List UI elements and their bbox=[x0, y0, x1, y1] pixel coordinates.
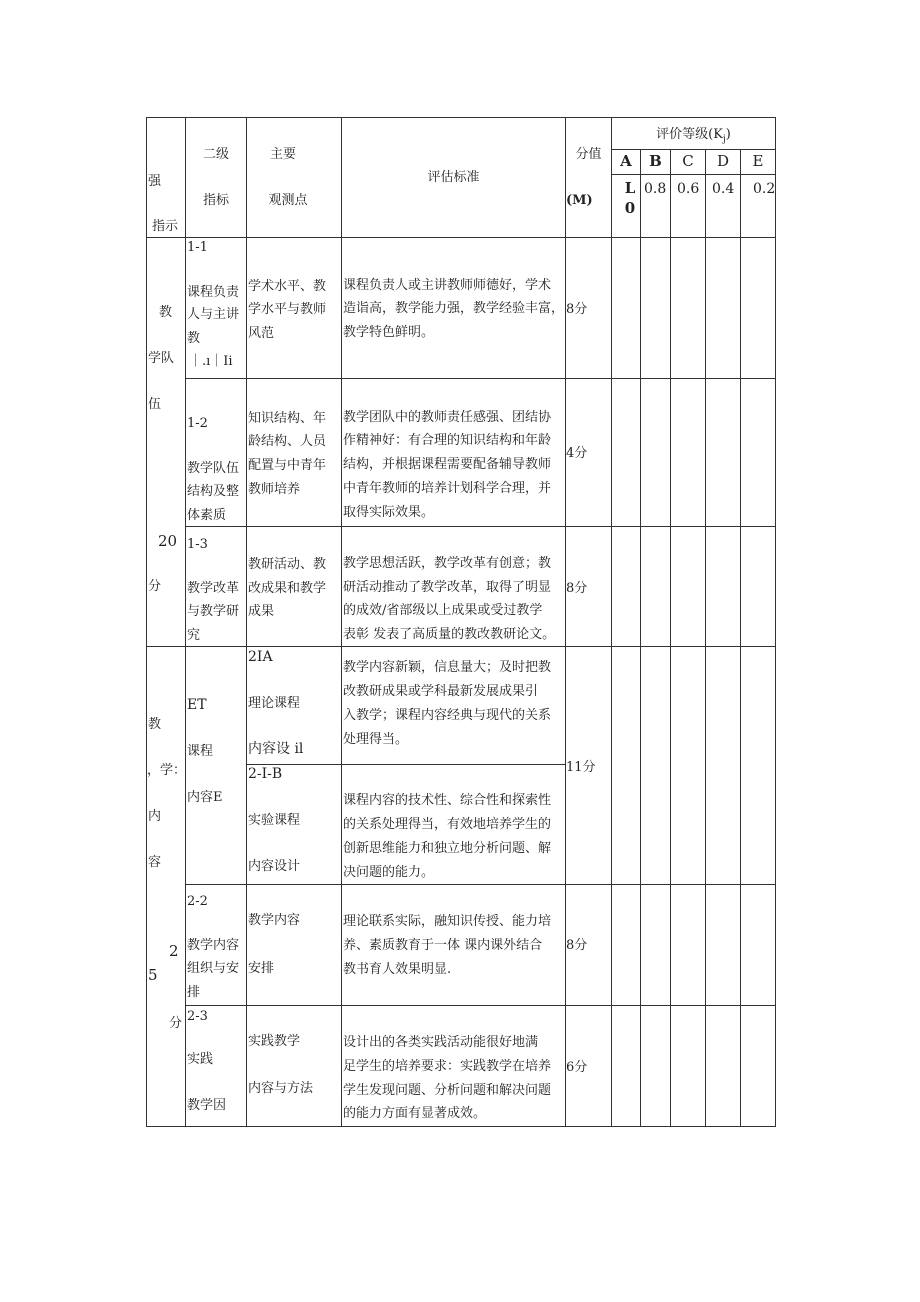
indicator-1-2: 1-2 bbox=[187, 416, 208, 431]
table-line bbox=[246, 764, 565, 765]
indicator-1-3: 究 bbox=[187, 628, 201, 643]
criteria-2-1-a: 教学内容新颖，信息量大；及时把教 bbox=[343, 660, 552, 675]
table-line bbox=[705, 149, 706, 1127]
rating-title bbox=[612, 126, 775, 149]
grade-c: C bbox=[682, 152, 694, 170]
observation-1-2: 教师培养 bbox=[248, 482, 301, 497]
table-line bbox=[185, 526, 776, 527]
observation-2-1-b: 2-I-B bbox=[248, 766, 283, 782]
table-line bbox=[611, 117, 612, 1127]
observation-2-3: 实践教学 bbox=[248, 1034, 301, 1049]
criteria-2-1-b: 的关系处理得当，有效地培养学生的 bbox=[343, 817, 552, 832]
indicator-2-3: 实践 bbox=[187, 1052, 214, 1067]
table-line bbox=[740, 149, 741, 1127]
criteria-2-1-b: 创新思维能力和独立地分析问题、解 bbox=[343, 841, 552, 856]
criteria-1-3: 表彰 发表了高质量的教改教研论文。 bbox=[343, 627, 556, 642]
table-line bbox=[341, 117, 342, 1127]
criteria-1-3: 教学思想活跃，教学改革有创意；教 bbox=[343, 556, 552, 571]
criteria-1-2: 中青年教师的培养计划科学合理，并 bbox=[343, 481, 552, 496]
score-1-3: 8分 bbox=[566, 581, 588, 596]
criteria-1-3: 的成效/省部级以上成果或受过教学 bbox=[343, 603, 543, 618]
grade-b: B bbox=[649, 152, 662, 170]
section1-score: 分 bbox=[148, 579, 162, 594]
grade-d: D bbox=[716, 152, 730, 170]
observation-1-3: 教研活动、教 bbox=[248, 557, 327, 572]
indicator-2-1: ET bbox=[187, 697, 207, 713]
observation-1-3: 成果 bbox=[248, 604, 275, 619]
observation-2-2: 安排 bbox=[248, 961, 275, 976]
indicator-1-1: 1-1 bbox=[187, 240, 208, 255]
criteria-2-1-a: 入教学；课程内容经典与现代的关系 bbox=[343, 708, 552, 723]
indicator-2-2: 教学内容 bbox=[187, 938, 240, 953]
section2-name: ，学： bbox=[147, 763, 187, 778]
indicator-1-3: 与教学研 bbox=[187, 604, 240, 619]
indicator-2-3: 教学因 bbox=[187, 1098, 227, 1113]
section2-name: 容 bbox=[148, 855, 162, 870]
criteria-1-2: 取得实际效果。 bbox=[343, 505, 435, 520]
observation-2-1-b: 内容设计 bbox=[248, 859, 301, 874]
table-line bbox=[146, 117, 776, 118]
criteria-2-3: 的能力方面有显著成效。 bbox=[343, 1106, 487, 1121]
observation-2-1-a: 理论课程 bbox=[248, 696, 301, 711]
header-col3-line1: 主要 bbox=[269, 147, 296, 162]
indicator-2-2: 2-2 bbox=[187, 894, 208, 909]
rating-title-close: ) bbox=[725, 127, 731, 142]
observation-2-1-a: 2IA bbox=[248, 649, 273, 665]
score-2-3: 6分 bbox=[566, 1060, 588, 1075]
criteria-1-2: 作精神好：有合理的知识结构和年龄 bbox=[343, 433, 552, 448]
criteria-2-1-b: 决问题的能力。 bbox=[343, 865, 435, 880]
criteria-2-2: 理论联系实际，融知识传授、能力培 bbox=[343, 914, 552, 929]
weight-e: 0.2 bbox=[753, 181, 776, 197]
header-col2-line2: 指标 bbox=[202, 193, 229, 208]
criteria-2-1-a: 处理得当。 bbox=[343, 732, 409, 747]
criteria-2-3: 足学生的培养要求：实践教学在培养 bbox=[343, 1059, 552, 1074]
indicator-1-2: 结构及整 bbox=[187, 484, 240, 499]
header-col1-line1: 强 bbox=[148, 174, 162, 189]
observation-2-1-a: 内容设 il bbox=[248, 741, 304, 757]
header-criteria: 评估标准 bbox=[427, 170, 480, 185]
indicator-2-3: 2-3 bbox=[187, 1009, 208, 1024]
table-line bbox=[185, 117, 186, 1127]
observation-2-2: 教学内容 bbox=[248, 913, 301, 928]
indicator-1-2: 教学队伍 bbox=[187, 461, 240, 476]
score-1-1: 8分 bbox=[566, 302, 588, 317]
table-line bbox=[775, 117, 776, 1127]
observation-1-1: 风范 bbox=[248, 326, 275, 341]
observation-1-2: 知识结构、年 bbox=[248, 411, 327, 426]
table-line bbox=[146, 117, 147, 1127]
weight-d: 0.4 bbox=[712, 181, 735, 197]
section2-score: 5 bbox=[148, 966, 158, 984]
table-line bbox=[146, 1126, 776, 1127]
observation-1-3: 改成果和教学 bbox=[248, 581, 327, 596]
section1-name: 学队 bbox=[148, 351, 175, 366]
score-2-1: 11分 bbox=[566, 760, 596, 775]
weight-c: 0.6 bbox=[677, 181, 700, 197]
header-col2-line1: 二级 bbox=[202, 147, 229, 162]
indicator-2-2: 组织与安 bbox=[187, 961, 240, 976]
criteria-2-2: 养、素质教育于一体 课内课外结合 bbox=[343, 938, 543, 953]
criteria-1-2: 教学团队中的教师责任感强、团结协 bbox=[343, 410, 552, 425]
criteria-1-1: 教学特色鲜明。 bbox=[343, 325, 435, 340]
indicator-1-1: 课程负责 bbox=[187, 285, 240, 300]
table-line bbox=[185, 378, 776, 379]
criteria-2-2: 教书育人效果明显. bbox=[343, 962, 452, 977]
header-col3-line2: 观测点 bbox=[268, 193, 308, 208]
indicator-1-1: 教 bbox=[187, 331, 201, 346]
criteria-2-3: 设计出的各类实践活动能很好地满 bbox=[343, 1035, 539, 1050]
rating-subscript: j bbox=[722, 134, 726, 145]
table-line bbox=[565, 117, 566, 1127]
indicator-1-3: 1-3 bbox=[187, 537, 208, 552]
indicator-2-1: 内容E bbox=[187, 790, 223, 805]
section2-score: 2 bbox=[169, 942, 179, 960]
criteria-1-1: 课程负责人或主讲教师师德好，学术 bbox=[343, 278, 552, 293]
criteria-2-3: 学生发现问题、分析问题和解决问题 bbox=[343, 1083, 552, 1098]
criteria-2-1-a: 改教研成果或学科最新发展成果引 bbox=[343, 684, 539, 699]
criteria-1-3: 研活动推动了教学改革，取得了明显 bbox=[343, 580, 552, 595]
observation-1-2: 龄结构、人员 bbox=[248, 434, 327, 449]
rating-title-text: 评价等级(K bbox=[656, 127, 723, 142]
section2-score: 分 bbox=[169, 1016, 183, 1031]
indicator-2-2: 排 bbox=[187, 985, 201, 1000]
table-line bbox=[185, 884, 776, 885]
indicator-1-1: 人与主讲 bbox=[187, 307, 240, 322]
weight-a: L0 bbox=[624, 179, 636, 217]
section2-name: 教 bbox=[148, 717, 162, 732]
score-1-2: 4分 bbox=[566, 446, 588, 461]
weight-b: 0.8 bbox=[644, 181, 667, 197]
criteria-1-1: 造诣高，教学能力强，教学经验丰富， bbox=[343, 301, 565, 316]
table-line bbox=[670, 149, 671, 1127]
indicator-1-2: 体素质 bbox=[187, 508, 227, 523]
grade-a: A bbox=[620, 152, 632, 170]
table-line bbox=[185, 1005, 776, 1006]
table-line bbox=[640, 149, 641, 1127]
observation-1-2: 配置与中青年 bbox=[248, 458, 327, 473]
section2-name: 内 bbox=[148, 809, 162, 824]
criteria-2-1-b: 课程内容的技术性、综合性和探索性 bbox=[343, 793, 552, 808]
observation-1-1: 学水平与教师 bbox=[248, 302, 327, 317]
table-line bbox=[246, 117, 247, 1127]
header-col1-line2: 指示 bbox=[152, 219, 179, 234]
observation-2-3: 内容与方法 bbox=[248, 1081, 314, 1096]
observation-2-1-b: 实验课程 bbox=[248, 813, 301, 828]
grade-e: E bbox=[752, 152, 764, 170]
indicator-2-1: 课程 bbox=[187, 744, 214, 759]
header-score-line2: (M) bbox=[566, 193, 593, 208]
indicator-1-1: ｜.ı｜Ii bbox=[189, 354, 233, 369]
section1-name: 教 bbox=[159, 305, 173, 320]
criteria-1-2: 结构，并根据课程需要配备辅导教师 bbox=[343, 457, 552, 472]
section1-score: 20 bbox=[158, 532, 178, 550]
header-score-line1: 分值 bbox=[575, 147, 602, 162]
section1-name: 伍 bbox=[148, 397, 162, 412]
indicator-1-3: 教学改革 bbox=[187, 581, 240, 596]
table-line bbox=[146, 237, 776, 238]
table-line bbox=[611, 174, 776, 175]
observation-1-1: 学术水平、教 bbox=[248, 279, 327, 294]
score-2-2: 8分 bbox=[566, 938, 588, 953]
